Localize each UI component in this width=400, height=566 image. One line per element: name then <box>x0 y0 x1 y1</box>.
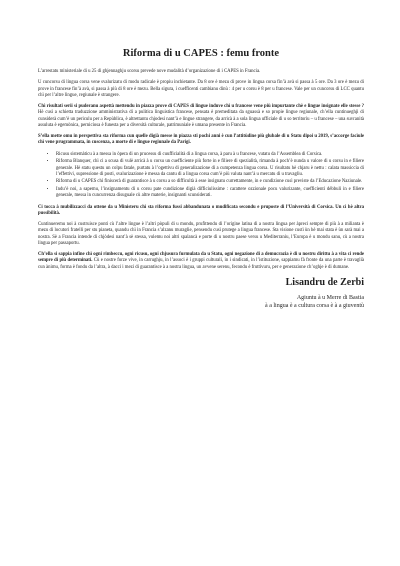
conclusion-body: Cù e nostre forze vive, in carrughju, in l’associ è i gruppi culturali, in i sindicati, in l’istituzione, sappiamu fà fronte da una parte è travaglià cun ànimu, forma è fondu da l’altra, à dacci i mezi di guarantisce à a nostra lingua, un avvene serenu, fecondu è fruttìvuru, per e generazione ch’oghje è di dumane. <box>38 258 364 270</box>
paragraph-conclusion <box>38 252 364 271</box>
reform-list <box>38 152 364 200</box>
list-item: • Indu’è noi, a sapemu, l’insignamentu di u corsu pate cundizione digià difficiulissime : carattere ozzionale pocu valurizante, cuefficienti débbuli in e filiere generale, messa in cuncurrenza disuguale cù altre materie, insignanti scunsiderati. <box>56 187 364 199</box>
question-bold: Chì risultati serii si puderanu aspettà mettendu in piazza prove di CAPES di lingue induve chì u francese vene più impurtante chè e lingue insignate elle stesse ? <box>38 104 364 110</box>
paragraph-capes-hours: U cuncorsu di lingua corsa vene svalurizatu di modu radicale è propiu inchietante. Da 8 ore è mezu di prove in lingua corsa fin’à avà si passa à 5 ore. Da 3 ore è mezu di prove in francese fin’à avà, si passa à più di 8 ore è mezu. Bella sigura, i cuefficenti cambianu dinù : 4 per u corsu è 8 per u francese. Vale per un cuncorsu di LCC quantu chì per l’altre lingue, regiunale è strangere. <box>38 80 364 98</box>
paragraph-question <box>38 104 364 129</box>
signature-block <box>38 277 364 311</box>
paragraph-mobilize: Ci tocca à mubilizzacci da ottene da u Ministeru chì sta riforma fussi abbandunata o mudificata secondu e pruposte di l’Università di Corsica. Un cì hè altra pussibilità. <box>38 204 364 216</box>
list-item: • Riforma Blanquer, chì ci a scusa di vulè arricà à u corsu un cuefficiente più forte in e filiere di spezialità, rimanda à poch’è nunda u valore di u corsu in e filiere generale. Hè statu questu un colpu fatale, purtatu à l’ogettivu di generalizazione di a cumpetenza lingua corsa. U risultatu hè chjaru è nettu : calata massiccia di l’effettivi, supressione di posti, svalurizazione è messa da cantu di a lingua corsa cum’è più valuta nant’à u mercatu di u travagliu. <box>56 159 364 178</box>
paragraph-bridges: Cuntinueremu noi à custruisce ponti cù l’altre lingue è l’altri pòpuli di u mondu, prufittendu di l’origine latina di a nostra lingua per àpreci sempre di più à a milianta è mezu di locutori fratelli per stu pianeta, quandu chì in Francia s’alzanu muraglie, pensendu cusì prutege a lingua francese. Sta visione custì ùn hè mai stata è ùn sarà mai a nostra. Sè a Francia intende di chjòdesi nant’à sè stessa, vulemu noi altri spalancà e porte di u nostru paese versu u Mediterraniu, l’Europa è u mondu sanu, cù a nostra lingua per passaportu. <box>38 222 364 246</box>
list-item: • Riforma di u CAPES chì finiscerà di guarantisce à u corsu a so difficultà à esse insignatu currettamente, in e cundizione cusì previste da l’Educazione Naziunale. <box>56 179 364 185</box>
conclusion-bold: Ch’ella si sappia infine chì ogni rimbeccu, ogni ricusu, ogni chjusura furmulata da u Statu, ogni negazione di a demucrazia è di u nostru dirittu à a vita ci rende sempre di più determinati. <box>38 252 364 264</box>
paragraph-perspective: S’ella mette omu in perspettiva sta riforma cun quelle digià messe in piazza sti pochi anni è cun l’attitùdine più glubale di u Statu dipoi u 2019, s’accorge facìule chì vene prugrammata, in cuscenza, a morte di e lingue regiunale da Parigi. <box>38 134 364 146</box>
question-body: Hè cusì a schietta traduzzione amministrativa di a pulitica linguistica francese, pensata è premeditata da sguassà e so propie lingue regiunale, ch’ella cuntinueghji di cunsiderà cum’è un periculu per a Repùblica, è altrettantu chjodesi nant’à e lingue strangere, da arricà à a sola lingua ufficiale di u so territoriu – u francese – una suvranità assuluta è egemònica, perniciosa è funesta per a diversità culturale, patrimuniale è umana presente in Francia. <box>38 110 364 128</box>
signature-role: Agiuntu à u Merre di Bastia <box>296 294 364 301</box>
list-item: • Ricusu sistemàticu à a messa in òpera di un prucessu di cuufficialità di a lingua corsa, à paru à u francese, vutatu da l’Assemblea di Corsica. <box>56 152 364 158</box>
document-title: Riforma di u CAPES : femu fronte <box>122 48 280 59</box>
paragraph-intro: L’arrestatu ministeriale di u 25 di ghjennaghju scorsu prevede nove mudalità d’organizazione di i CAPES in Francia. <box>38 69 261 74</box>
signature-role-detail: à a lingua è a cultura corsa è à a giuventù <box>265 303 364 310</box>
signature-name: Lisandru de Zerbi <box>285 276 364 288</box>
